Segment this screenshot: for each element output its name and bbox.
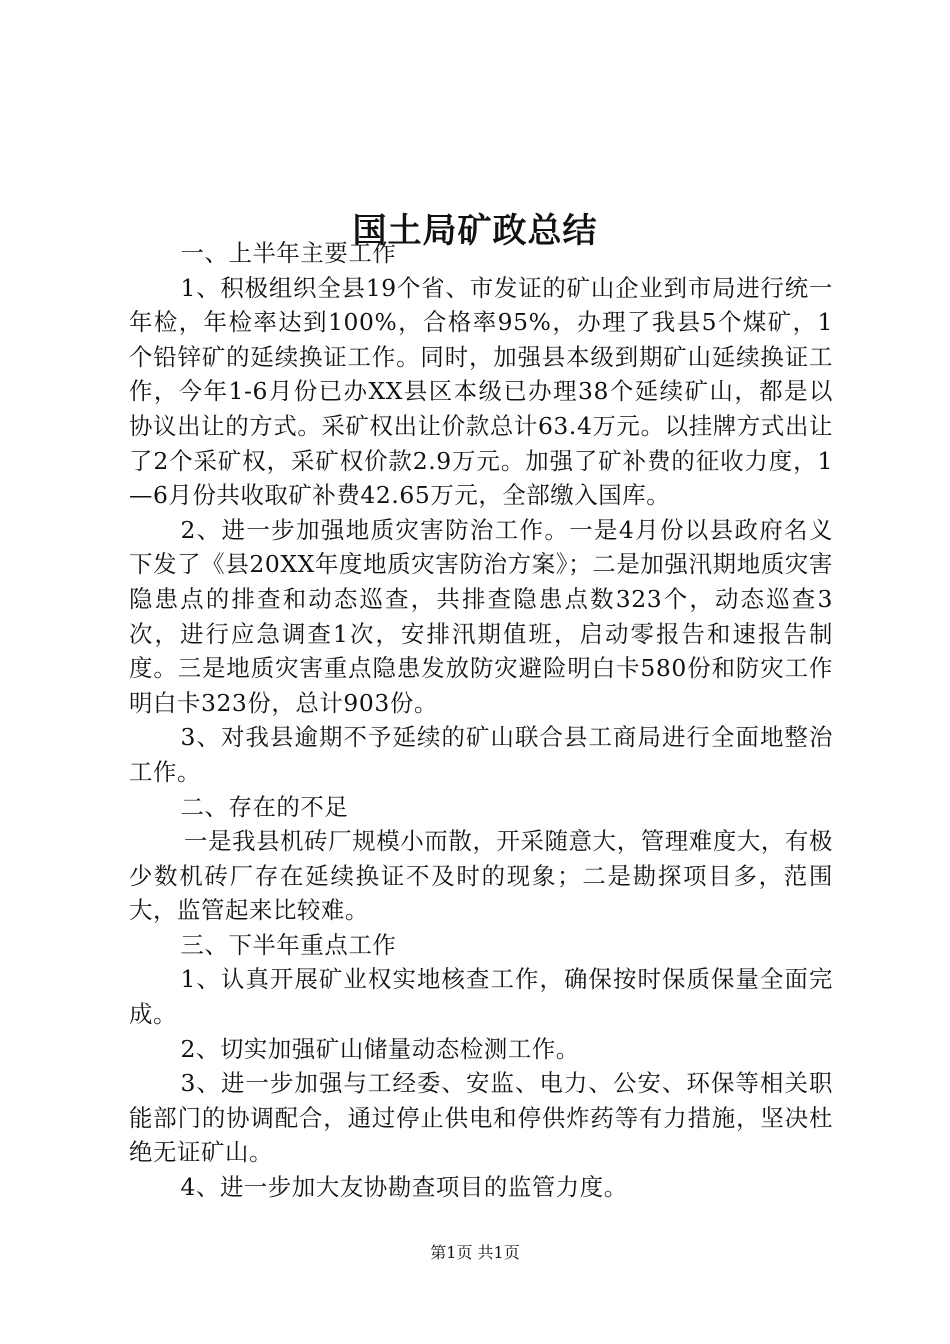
paragraph-overdue-mines: 3、对我县逾期不予延续的矿山联合县工商局进行全面地整治工作。: [129, 723, 833, 786]
paragraph-shortcomings: 一是我县机砖厂规模小而散，开采随意大，管理难度大，有极少数机砖厂存在延续换证不及时的现象；二是勘探项目多，范围大，监管起来比较难。: [129, 827, 833, 925]
paragraph-geological-hazard: 2、进一步加强地质灾害防治工作。一是4月份以县政府名义下发了《县20XX年度地质灾害防治方案》；二是加强汛期地质灾害隐患点的排查和动态巡查，共排查隐患点数323个，动态巡查3次，进行应急调查1次，安排汛期值班，启动零报告和速报告制度。三是地质灾害重点隐患发放防灾避险明白卡580份和防灾工作明白卡323份，总计903份。: [129, 515, 833, 717]
section-heading-first-half-work: 一、上半年主要工作: [180, 239, 397, 267]
paragraph-exploration-supervision: 4、进一步加大友协勘查项目的监管力度。: [180, 1173, 628, 1202]
paragraph-annual-inspection: 1、积极组织全县19个省、市发证的矿山企业到市局进行统一年检，年检率达到100%，合格率95%，办理了我县5个煤矿，1个铅锌矿的延续换证工作。同时，加强县本级到期矿山延续换证工作，今年1-6月份已办XX县区本级已办理38个延续矿山，都是以协议出让的方式。采矿权出让价款总计63.4万元。以挂牌方式出让了2个采矿权，采矿权价款2.9万元。加强了矿补费的征收力度，1—6月份共收取矿补费42.65万元，全部缴入国库。: [129, 273, 833, 510]
document-body: [129, 236, 833, 1205]
paragraph-field-verification: 1、认真开展矿业权实地核查工作，确保按时保质保量全面完成。: [129, 965, 833, 1029]
section-heading-second-half-work: 三、下半年重点工作: [180, 930, 397, 959]
paragraph-reserve-monitoring: 2、切实加强矿山储量动态检测工作。: [180, 1034, 580, 1063]
paragraph-department-coordination: 3、进一步加强与工经委、安监、电力、公安、环保等相关职能部门的协调配合，通过停止供电和停供炸药等有力措施，坚决杜绝无证矿山。: [129, 1069, 833, 1167]
document-title: 国土局矿政总结: [352, 210, 598, 251]
section-heading-shortcomings: 二、存在的不足: [180, 792, 349, 821]
page-footer: 第1页 共1页: [430, 1243, 520, 1262]
